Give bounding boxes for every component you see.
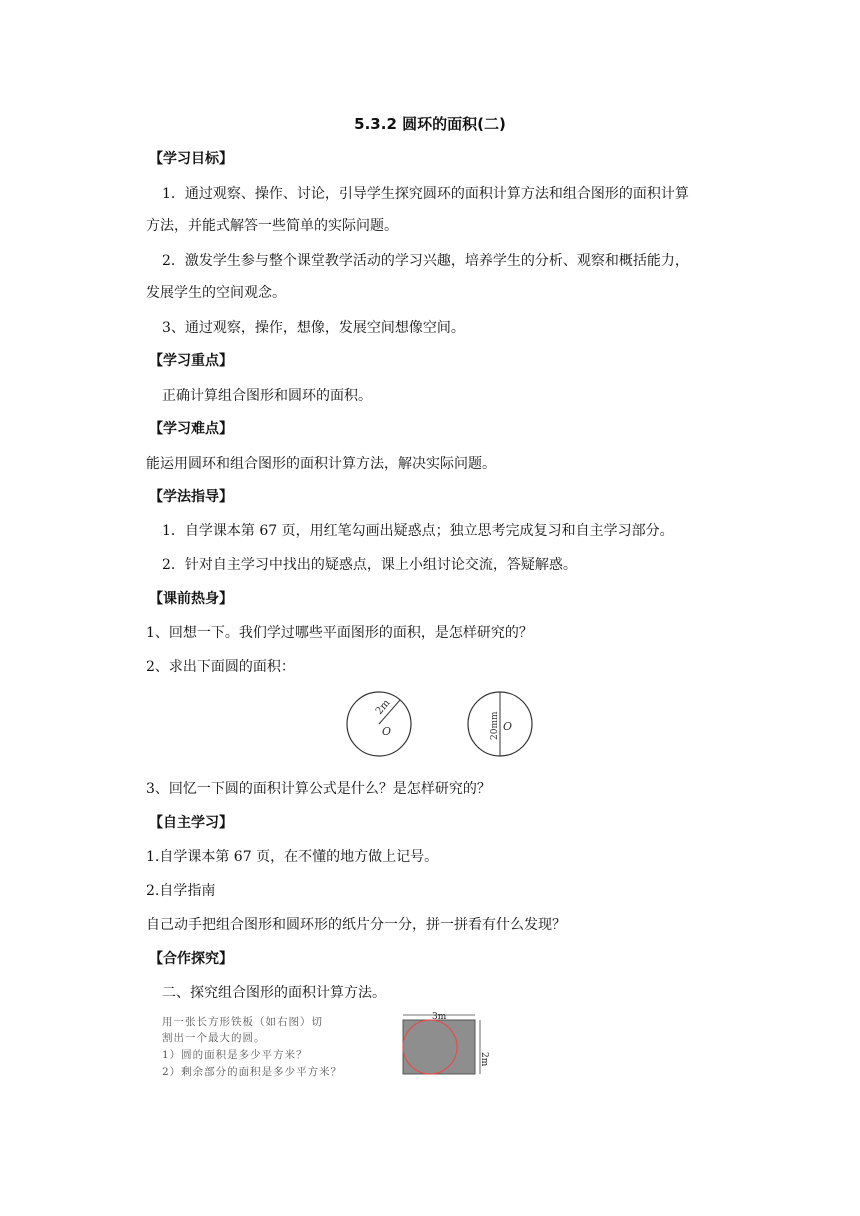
goal-1-line-2: 方法，并能式解答一些简单的实际问题。	[146, 218, 398, 234]
self-study-2: 2.自学指南	[146, 883, 216, 899]
center-label-1: O	[382, 725, 392, 738]
problem-line-3: 1）圆的面积是多少平方米？	[162, 1049, 308, 1061]
guide-2: 2．针对自主学习中找出的疑惑点，课上小组讨论交流，答疑解惑。	[162, 557, 577, 573]
radius-label: 2m	[373, 697, 393, 717]
goal-1-line-1: 1．通过观察、操作、讨论，引导学生探究圆环的面积计算方法和组合图形的面积计算	[162, 186, 689, 202]
warmup-2: 2、求出下面圆的面积：	[146, 659, 295, 675]
cooperation-heading: 【合作探究】	[149, 951, 233, 967]
circle-diameter-figure	[468, 692, 532, 756]
difficulty-heading: 【学习难点】	[149, 421, 233, 437]
goals-heading: 【学习目标】	[149, 151, 233, 167]
rectangle-figure	[398, 1010, 490, 1080]
goal-2-line-2: 发展学生的空间观念。	[146, 285, 286, 301]
problem-line-4: 2）剩余部分的面积是多少平方米？	[162, 1066, 343, 1078]
warmup-3: 3、回忆一下圆的面积计算公式是什么？是怎样研究的？	[146, 781, 491, 797]
page-title: 5.3.2 圆环的面积(二)	[354, 115, 506, 133]
guide-heading: 【学法指导】	[149, 489, 233, 505]
diameter-label: 20mm	[490, 711, 500, 740]
center-label-2: O	[503, 720, 513, 733]
width-label: 3m	[432, 1012, 447, 1022]
self-study-1: 1.自学课本第 67 页，在不懂的地方做上记号。	[146, 849, 439, 865]
circle-radius-figure	[347, 692, 411, 756]
height-label: 2m	[479, 1052, 489, 1067]
difficulty-text: 能运用圆环和组合图形的面积计算方法，解决实际问题。	[146, 456, 496, 472]
problem-line-2: 割出一个最大的圆。	[162, 1032, 266, 1044]
self-study-3: 自己动手把组合图形和圆环形的纸片分一分，拼一拼看有什么发现？	[146, 917, 566, 933]
warmup-heading: 【课前热身】	[149, 591, 233, 607]
circle-figures	[340, 688, 540, 760]
self-study-heading: 【自主学习】	[149, 815, 233, 831]
warmup-1: 1、回想一下。我们学过哪些平面图形的面积，是怎样研究的？	[146, 625, 533, 641]
problem-line-1: 用一张长方形铁板（如右图）切	[162, 1016, 323, 1028]
goal-2-line-1: 2．激发学生参与整个课堂教学活动的学习兴趣，培养学生的分析、观察和概括能力，	[162, 253, 689, 269]
goal-3: 3、通过观察，操作，想像，发展空间想像空间。	[162, 320, 465, 336]
key-heading: 【学习重点】	[149, 353, 233, 369]
key-text: 正确计算组合图形和圆环的面积。	[162, 388, 372, 404]
guide-1: 1．自学课本第 67 页，用红笔勾画出疑惑点；独立思考完成复习和自主学习部分。	[162, 523, 674, 539]
cooperation-1: 二、探究组合图形的面积计算方法。	[162, 985, 386, 1001]
